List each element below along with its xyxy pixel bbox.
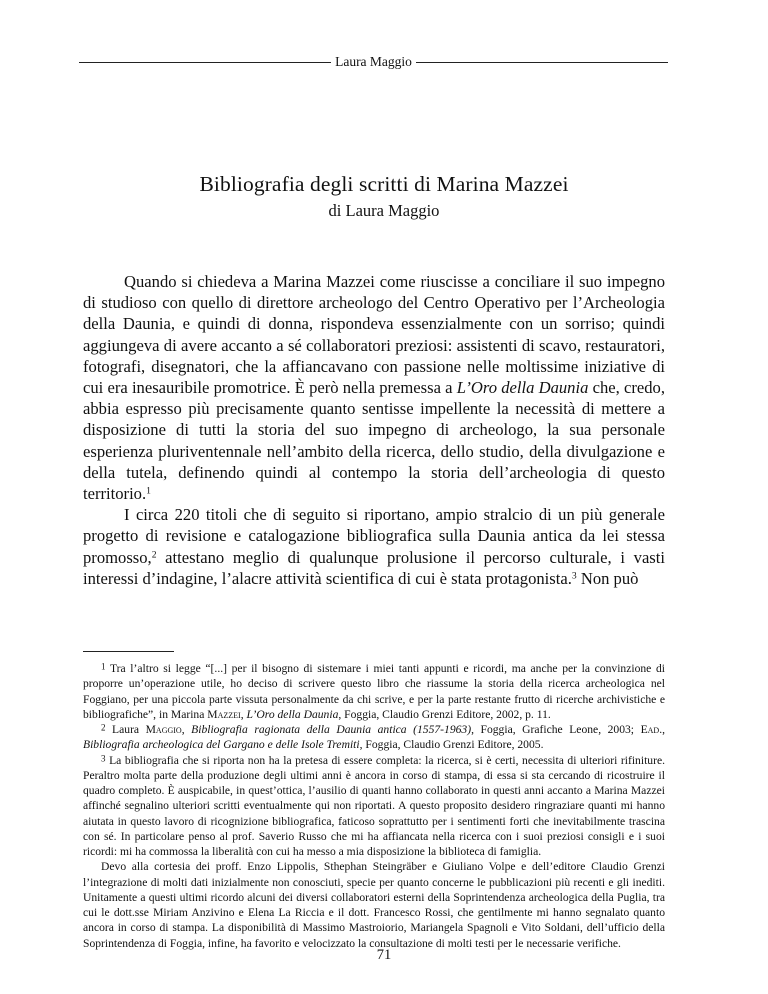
page-number: 71 xyxy=(376,947,392,963)
running-head-rule-right xyxy=(416,62,668,63)
body-text xyxy=(83,271,665,589)
article-title: Bibliografia degli scritti di Marina Mazzei xyxy=(199,172,569,196)
footnotes xyxy=(83,661,665,951)
footnote-ref-3: 3 xyxy=(571,570,577,582)
paragraph-2: I circa 220 titoli che di seguito si riportano, ampio stralcio di un più generale progetto di revisione e catalogazione bibliografica sulla Daunia antica da lei stessa promosso,$^2$ attestano meglio di qualunque prolusione il percorso culturale, i vasti interessi d’indagine, l’alacre attività scientifica di cui è stata protagonista.$^3$ Non può xyxy=(83,505,665,588)
footnote-ref-2: 2 xyxy=(151,549,157,561)
footnote-1: $^1$ Tra l’altro si legge “[...] per il bisogno di sistemare i miei tanti appunti e ricordi, ma anche per la convinzione di proporre un’operazione utile, ho deciso di scrivere questo libro che riassume la storia della ricerca archeologica nel Foggiano, per una piccola parte vissuta personalmente da chi scrive, e per la parte restante frutto di ricerche archivistiche e bibliografiche”, in Marina Mazzei, L’Oro della Daunia, Foggia, Claudio Grenzi Editore, 2002, p. 11. xyxy=(83,661,665,721)
paragraph-1: Quando si chiedeva a Marina Mazzei come riuscisse a conciliare il suo impegno di studioso con quello di direttore archeologo del Centro Operativo per l’Archeologia della Daunia, e quindi di donna, rispondeva essenzialmente con un sorriso; quindi aggiungeva di avere accanto a sé collaboratori preziosi: assistenti di scavo, restauratori, fotografi, disegnatori, che la affiancavano con passione nelle moltissime iniziative di cui era inesauribile promotrice. È però nella premessa a L’Oro della Daunia che, credo, abbia espresso più precisamente quanto sentisse impellente la necessità di mettere a disposizione di tutti la storia del suo impegno di archeologo, la sua personale esperienza pluriventennale nell’ambito della ricerca, dello studio, della divulgazione e della tutela, definendo quindi al contempo la storia dell’archeologia di questo territorio.$^1$ xyxy=(83,272,665,504)
footnote-separator xyxy=(83,651,174,652)
footnote-ref-1: 1 xyxy=(146,485,151,497)
running-head-author: Laura Maggio xyxy=(335,54,412,69)
footnote-3: $^3$ La bibliografia che si riporta non ha la pretesa di essere completa: la ricerca, si è certi, necessita di ulteriori rifiniture. Peraltro molta parte della produzione degli ultimi anni è ancora in corso di stampa, di essa si sta cercando di ricostruire il quadro completo. È auspicabile, in quest’ottica, l’ausilio di quanti hanno collaborato in questi anni accanto a Marina Mazzei affinché segnalino ulteriori scritti eventualmente qui non riportati. A questo proposito desidero ringraziare quanti mi hanno aiutata in questo lavoro di ricognizione bibliografica, faticoso soprattutto per i sentimenti forti che inevitabilmente trascina con sé. In particolare penso al prof. Saverio Russo che mi ha affiancata nella ricerca con i suoi preziosi consigli e i suoi ricordi: mi ha commossa la liberalità con cui ha messo a mia disposizione la biblioteca di famiglia. xyxy=(83,752,665,858)
book-title: L’Oro della Daunia xyxy=(456,378,589,398)
running-head-rule-left xyxy=(79,62,331,63)
footnote-2: $^2$ Laura Maggio, Bibliografia ragionata della Daunia antica (1557-1963), Foggia, Grafiche Leone, 2003; Ead., Bibliografia archeologica del Gargano e delle Isole Tremiti, Foggia, Claudio Grenzi Editore, 2005. xyxy=(83,722,666,752)
footnote-3-continued: Devo alla cortesia dei proff. Enzo Lippolis, Sthephan Steingräber e Giuliano Volpe e dell’editore Claudio Grenzi l’integrazione di molti dati inizialmente non conosciuti, specie per quanto concerne le pubblicazioni più recenti e gli inediti. Unitamente a questi ultimi ricordo alcuni dei diversi collaboratori esterni della Soprintendenza archeologica della Puglia, tra cui le dott.sse Miriam Anzivino e Elena La Riccia e il dott. Francesco Rossi, che gentilmente mi hanno segnalato quanto ancora in corso di stampa. La disponibilità di Massimo Mastroiorio, Mariangela Spagnoli e Vito Soldani, dell’ufficio della Soprintendenza di Foggia, infine, ha favorito e velocizzato la consultazione di molti testi per le necessarie verifiche. xyxy=(83,860,665,950)
article-byline: di Laura Maggio xyxy=(328,201,440,220)
running-head xyxy=(79,52,668,72)
